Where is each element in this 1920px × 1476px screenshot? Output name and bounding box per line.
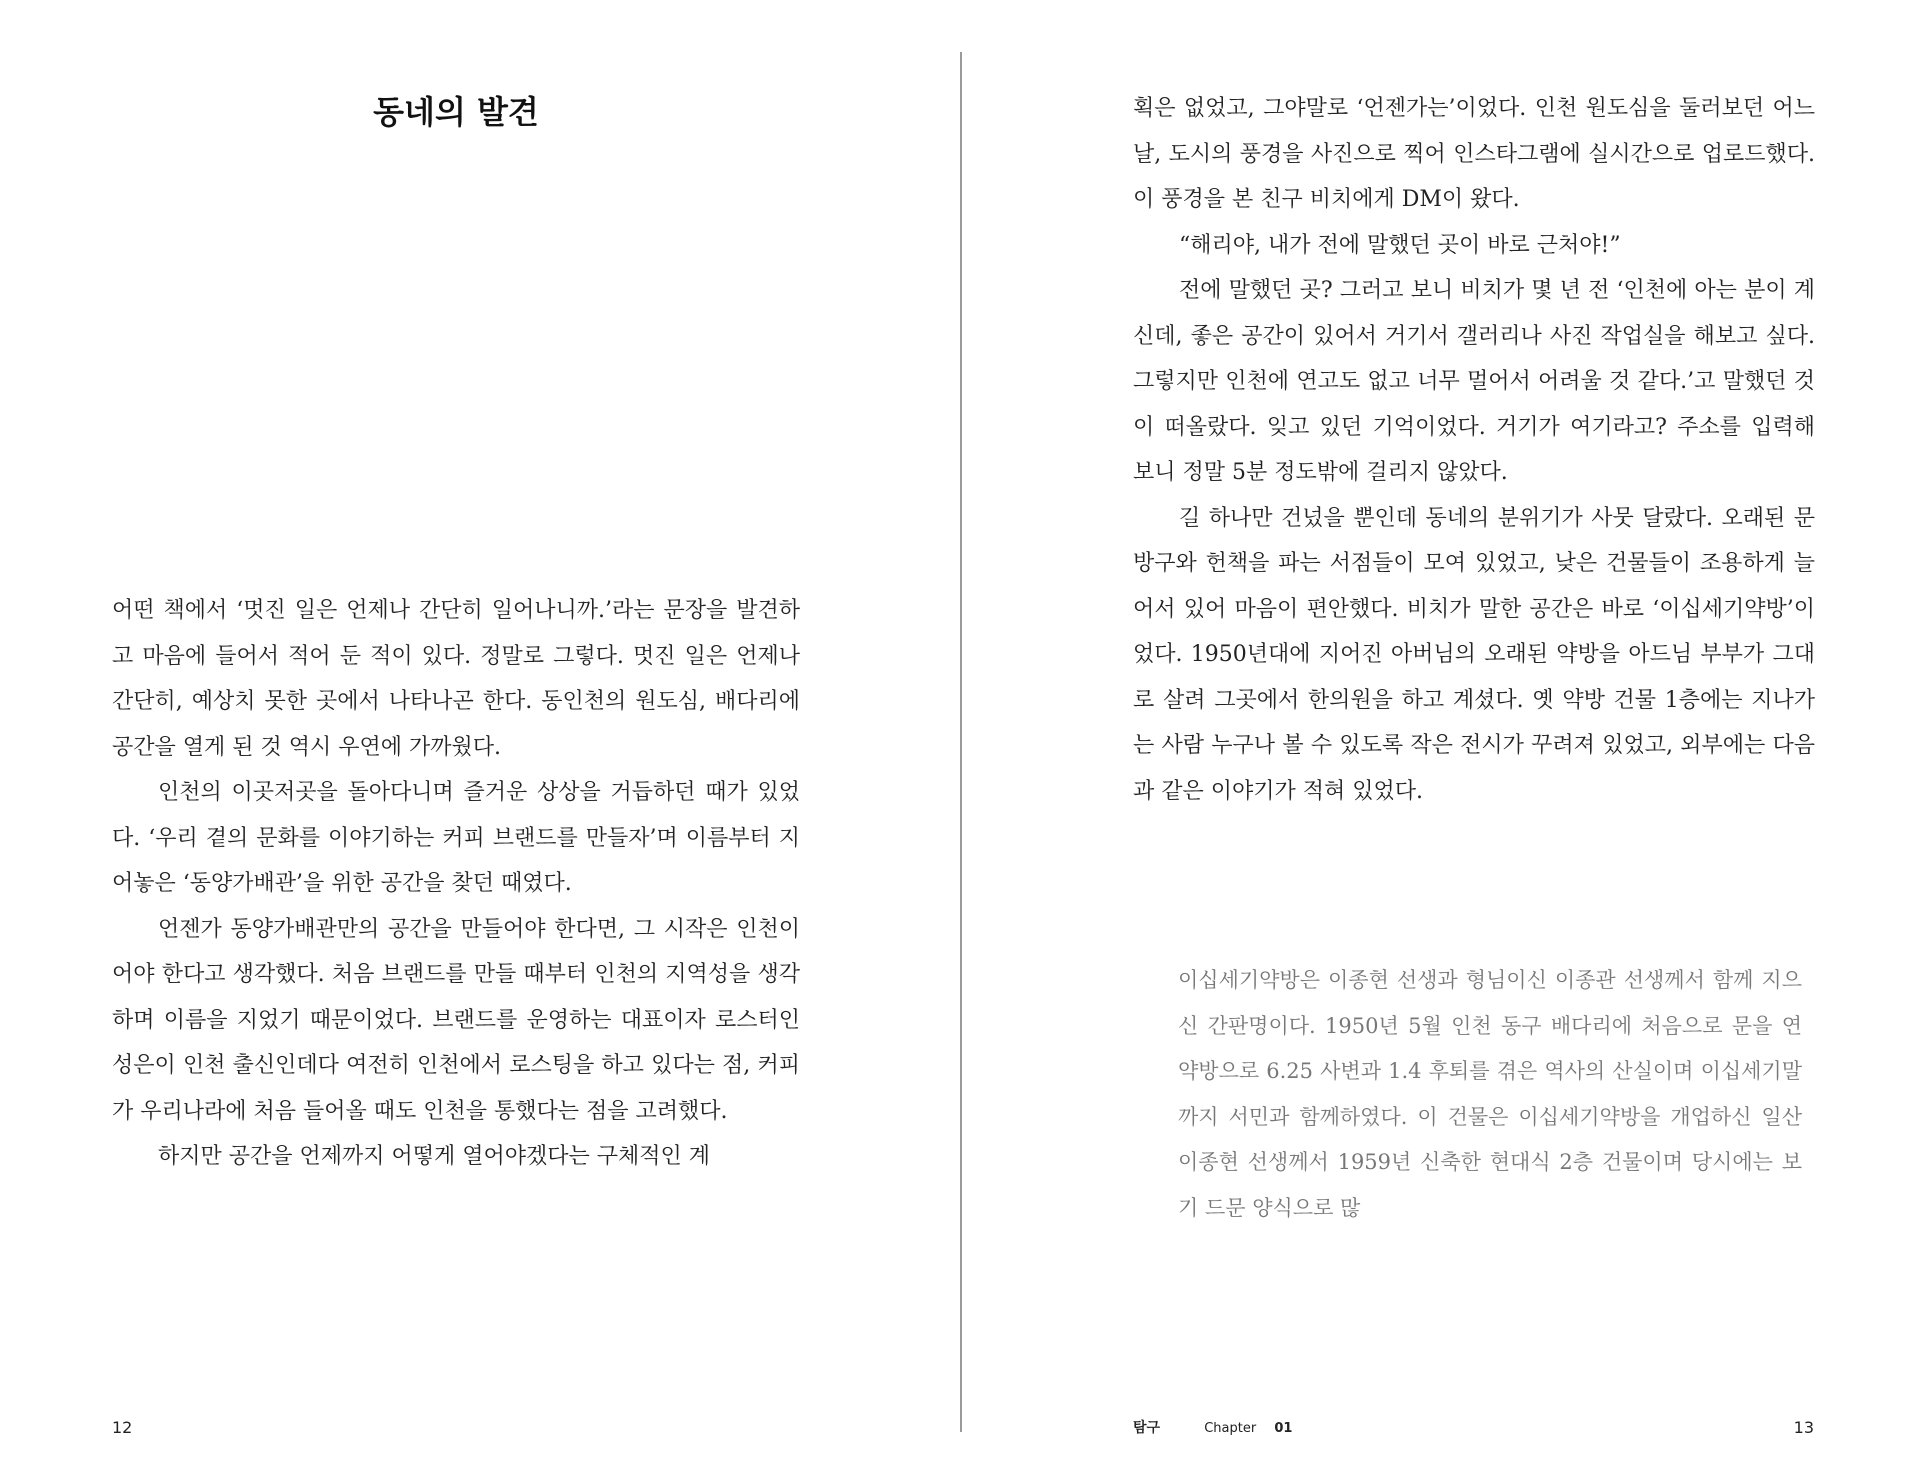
footer-section: 탐구 — [1133, 1420, 1161, 1436]
chapter-title: 동네의 발견 — [373, 93, 539, 131]
page-number-left: 12 — [112, 1418, 133, 1437]
quote-text: 이십세기약방은 이종현 선생과 형님이신 이종관 선생께서 함께 지으신 간판명이다. 1950년 5월 인천 동구 배다리에 처음으로 문을 연 약방으로 6.25 사변과 1.4 후퇴를 겪은 역사의 산실이며 이십세기말까지 서민과 함께하였다. 이 건물은 이십세기약방을 개업하신 일산 이종현 선생께서 1959년 신축한 현대식 2층 건물이며 당시에는 보기 드문 양식으로 많 — [1178, 968, 1802, 1220]
footer-chapter-number: 01 — [1274, 1421, 1293, 1436]
paragraph: 언젠가 동양가배관만의 공간을 만들어야 한다면, 그 시작은 인천이어야 한다고 생각했다. 처음 브랜드를 만들 때부터 인천의 지역성을 생각하며 이름을 지었기 때문이었다. 브랜드를 운영하는 대표이자 로스터인 성은이 인천 출신인데다 여전히 인천에서 로스팅을 하고 있다는 점, 커피가 우리나라에 처음 들어올 때도 인천을 통했다는 점을 고려했다. — [112, 916, 800, 1124]
page-number-right: 13 — [1793, 1418, 1814, 1437]
footer-chapter-label: Chapter — [1204, 1421, 1257, 1436]
paragraph: 길 하나만 건넜을 뿐인데 동네의 분위기가 사뭇 달랐다. 오래된 문방구와 헌책을 파는 서점들이 모여 있었고, 낮은 건물들이 조용하게 늘어서 있어 마음이 편안했다. 비치가 말한 공간은 바로 ‘이십세기약방’이었다. 1950년대에 지어진 아버님의 오래된 약방을 아드님 부부가 그대로 살려 그곳에서 한의원을 하고 계셨다. 옛 약방 건물 1층에는 지나가는 사람 누구나 볼 수 있도록 작은 전시가 꾸려져 있었고, 외부에는 다음과 같은 이야기가 적혀 있었다. — [1133, 505, 1815, 804]
paragraph: “해리야, 내가 전에 말했던 곳이 바로 근처야!” — [1179, 232, 1621, 258]
paragraph: 전에 말했던 곳? 그러고 보니 비치가 몇 년 전 ‘인천에 아는 분이 계신데, 좋은 공간이 있어서 거기서 갤러리나 사진 작업실을 해보고 싶다. 그렇지만 인천에 연고도 없고 너무 멀어서 어려울 것 같다.’고 말했던 것이 떠올랐다. 잊고 있던 기억이었다. 거기가 여기라고? 주소를 입력해 보니 정말 5분 정도밖에 걸리지 않았다. — [1133, 278, 1815, 485]
right-body-text — [1133, 86, 1815, 814]
paragraph: 획은 없었고, 그야말로 ‘언젠가는’이었다. 인천 원도심을 둘러보던 어느 날, 도시의 풍경을 사진으로 찍어 인스타그램에 실시간으로 업로드했다. 이 풍경을 본 친구 비치에게 DM이 왔다. — [1133, 96, 1815, 212]
paragraph: 어떤 책에서 ‘멋진 일은 언제나 간단히 일어나니까.’라는 문장을 발견하고 마음에 들어서 적어 둔 적이 있다. 정말로 그렇다. 멋진 일은 언제나 간단히, 예상치 못한 곳에서 나타나곤 한다. 동인천의 원도심, 배다리에 공간을 열게 된 것 역시 우연에 가까웠다. — [112, 598, 800, 760]
paragraph: 인천의 이곳저곳을 돌아다니며 즐거운 상상을 거듭하던 때가 있었다. ‘우리 곁의 문화를 이야기하는 커피 브랜드를 만들자’며 이름부터 지어놓은 ‘동양가배관’을 위한 공간을 찾던 때였다. — [112, 780, 800, 896]
gutter-divider — [960, 52, 962, 1432]
running-footer — [1133, 1418, 1292, 1439]
paragraph: 하지만 공간을 언제까지 어떻게 열어야겠다는 구체적인 계 — [158, 1144, 711, 1169]
left-body-text — [112, 588, 800, 1180]
quoted-inscription — [1178, 958, 1802, 1231]
